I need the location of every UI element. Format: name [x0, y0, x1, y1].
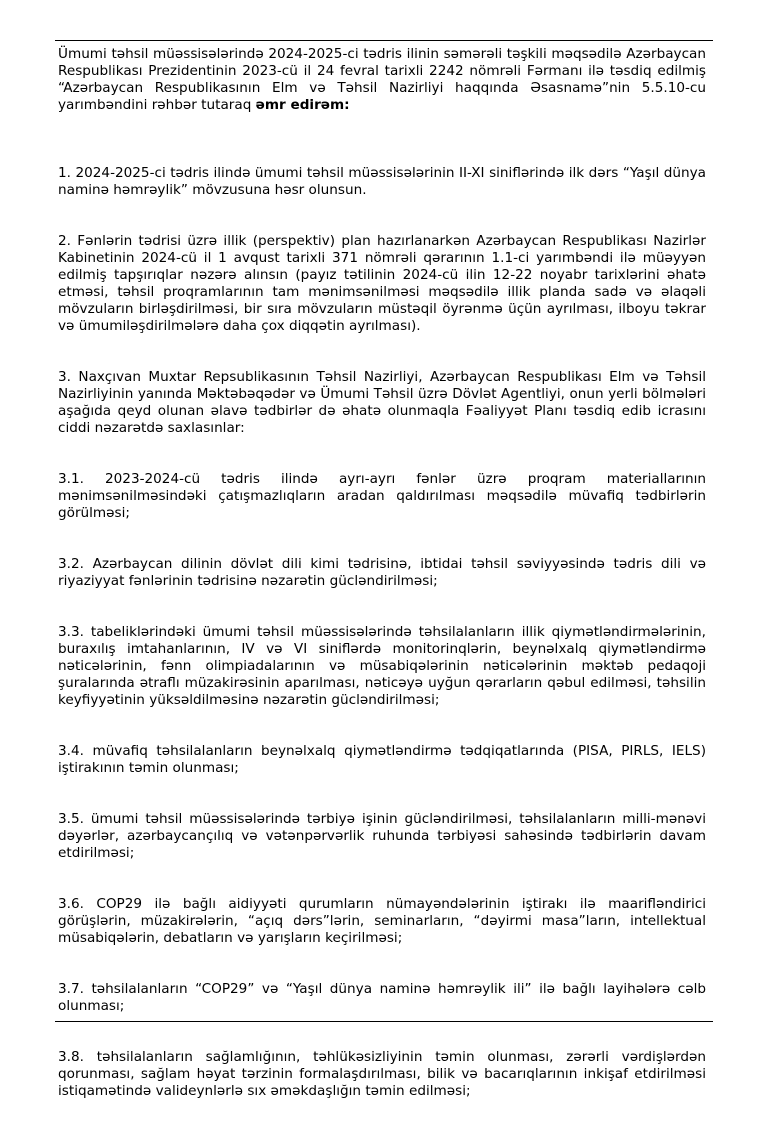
paragraph-3-2: 3.2. Azərbaycan dilinin dövlət dili kimi tədrisinə, ibtidai təhsil səviyyəsində tədris dili və riyaziyyat fənlərinin tədrisinə nəzarətin gücləndirilməsi;: [58, 556, 706, 589]
bottom-rule: [55, 1021, 713, 1022]
paragraph-1: 1. 2024-2025-ci tədris ilində ümumi təhsil müəssisələrinin II-XI siniflərində ilk dərs “Yaşıl dünya naminə həmrəylik” mövzusuna həsr olunsun.: [58, 165, 706, 198]
paragraph-3-7: 3.7. təhsilalanların “COP29” və “Yaşıl dünya naminə həmrəylik ili” ilə bağlı layihələrə cəlb olunması;: [58, 981, 706, 1014]
paragraph-3-1: 3.1. 2023-2024-cü tədris ilində ayrı-ayrı fənlər üzrə proqram materiallarının mənimsənilməsindəki çatışmazlıqların aradan qaldırılması məqsədilə müvafiq tədbirlərin görülməsi;: [58, 471, 706, 521]
paragraph-3-5: 3.5. ümumi təhsil müəssisələrində tərbiyə işinin gücləndirilməsi, təhsilalanların milli-mənəvi dəyərlər, azərbaycançılıq və vətənpərvərlik ruhunda tərbiyəsi sahəsində tədbirlərin davam etdirilməsi;: [58, 811, 706, 861]
paragraph-3-6: 3.6. COP29 ilə bağlı aidiyyəti qurumların nümayəndələrinin iştirakı ilə maarifləndirici görüşlərin, müzakirələrin, “açıq dərs”lərin, seminarların, “dəyirmi masa”ların, intellektual müsabiqələrin, debatların və yarışların keçirilməsi;: [58, 896, 706, 946]
intro-paragraph: [58, 46, 706, 114]
paragraph-3-8: 3.8. təhsilalanların sağlamlığının, təhlükəsizliyinin təmin olunması, zərərli vərdişlərdən qorunması, sağlam həyat tərzinin formalaşdırılması, bilik və bacarıqlarının inkişaf etdirilməsi istiqamətində valideynlərlə sıx əməkdaşlığın təmin edilməsi;: [58, 1049, 706, 1099]
paragraph-2: 2. Fənlərin tədrisi üzrə illik (perspektiv) plan hazırlanarkən Azərbaycan Respublikası Nazirlər Kabinetinin 2024-cü il 1 avqust tarixli 371 nömrəli qərarının 1.1-ci yarımbəndi ilə müəyyən edilmiş tapşırıqlar nəzərə alınsın (payız tətilinin 2024-cü ilin 12-22 noyabr tarixlərini əhatə etməsi, təhsil proqramlarının tam mənimsənilməsi məqsədilə illik planda sadə və əlaqəli mövzuların birləşdirilməsi, bir sıra mövzuların müstəqil öyrənmə üçün ayrılması, ilboyu təkrar və ümumiləşdirilmələrə daha çox diqqətin ayrılması).: [58, 233, 706, 334]
document-body: [58, 46, 706, 1134]
paragraph-3: 3. Naxçıvan Muxtar Repsublikasının Təhsil Nazirliyi, Azərbaycan Respublikası Elm və Təhsil Nazirliyinin yanında Məktəbəqədər və Ümumi Təhsil üzrə Dövlət Agentliyi, onun yerli bölmələri aşağıda qeyd olunan əlavə tədbirlər də əhatə olunmaqla Fəaliyyət Planı təsdiq edib icrasını ciddi nəzarətdə saxlasınlar:: [58, 369, 706, 436]
intro-bold: əmr edirəm:: [255, 97, 350, 113]
top-rule: [55, 40, 713, 41]
paragraph-3-3: 3.3. tabeliklərindəki ümumi təhsil müəssisələrində təhsilalanların illik qiymətləndirmələrinin, buraxılış imtahanlarının, IV və VI siniflərdə monitorinqlərin, beynəlxalq qiymətləndirmə nəticələrinin, fənn olimpiadalarının və müsabiqələrinin nəticələrinin məktəb pedaqoji şuralarında ətraflı müzakirəsinin aparılması, nəticəyə uyğun qərarların qəbul edilməsi, təhsilin keyfiyyətinin yüksəldilməsinə nəzarətin gücləndirilməsi;: [58, 624, 706, 708]
paragraph-3-4: 3.4. müvafiq təhsilalanların beynəlxalq qiymətləndirmə tədqiqatlarında (PISA, PIRLS, IELS) iştirakının təmin olunması;: [58, 743, 706, 776]
intro-text: Ümumi təhsil müəssisələrində 2024-2025-ci tədris ilinin səmərəli təşkili məqsədilə Azərbaycan Respublikası Prezidentinin 2023-cü il 24 fevral tarixli 2242 nömrəli Fərmanı ilə təsdiq edilmiş “Azərbaycan Respublikasının Elm və Təhsil Nazirliyi haqqında Əsasnamə”nin 5.5.10-cu yarımbəndini rəhbər tutaraq: [58, 46, 706, 113]
